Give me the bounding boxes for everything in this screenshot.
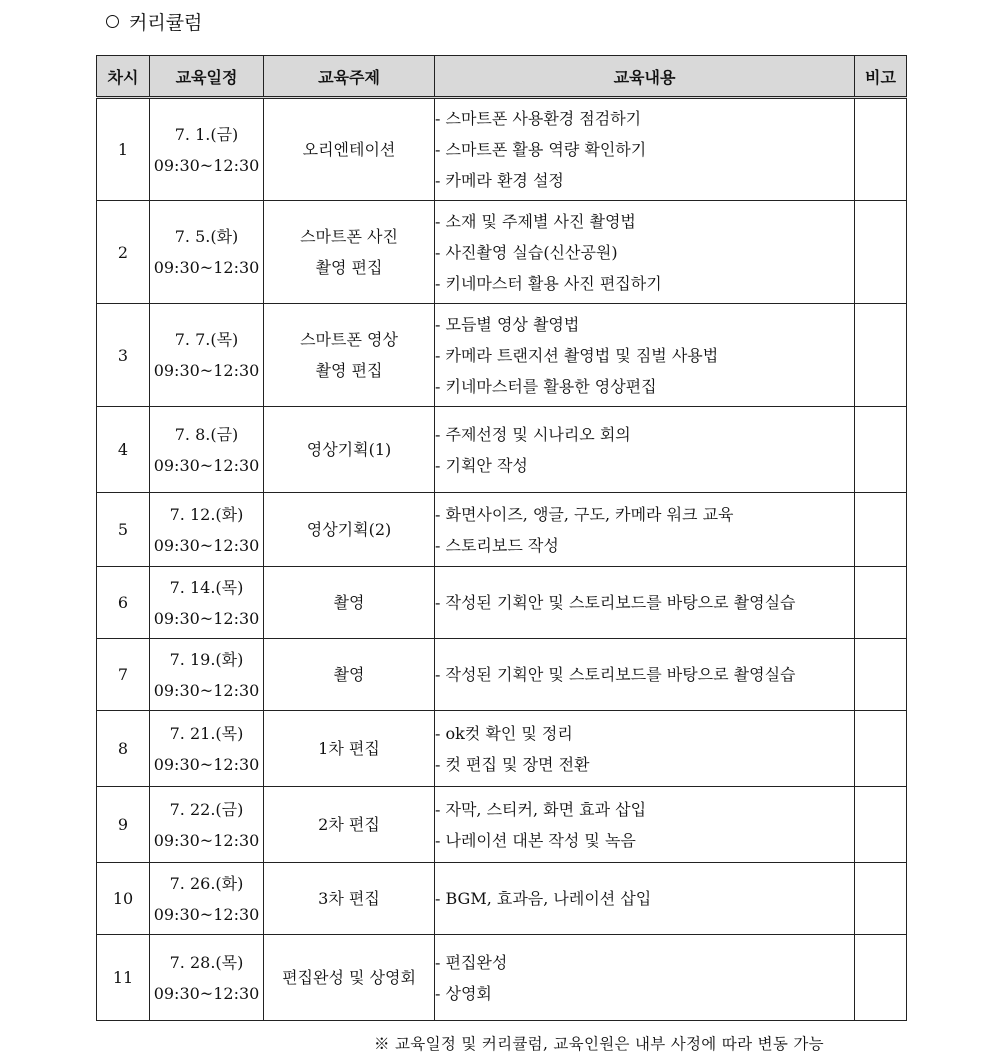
note-cell <box>855 935 907 1021</box>
session-number: 9 <box>97 787 150 863</box>
schedule-time: 09:30~12:30 <box>153 680 260 700</box>
content-cell <box>435 407 855 493</box>
schedule-time: 09:30~12:30 <box>153 904 260 924</box>
content-cell <box>435 787 855 863</box>
topic-cell <box>264 935 435 1021</box>
schedule-date: 7. 12.(화) <box>169 504 244 524</box>
schedule-time: 09:30~12:30 <box>153 155 260 175</box>
table-row <box>97 935 907 1021</box>
schedule-cell <box>150 493 264 567</box>
content-item: - 상영회 <box>435 983 492 1003</box>
session-number: 5 <box>97 493 150 567</box>
schedule-time: 09:30~12:30 <box>153 535 260 555</box>
session-number: 3 <box>97 304 150 407</box>
content-item: - 사진촬영 실습(신산공원) <box>435 242 618 262</box>
header-session: 차시 <box>97 56 150 98</box>
content-item: - 스마트폰 사용환경 점검하기 <box>435 109 642 128</box>
content-cell <box>435 304 855 407</box>
session-number: 2 <box>97 201 150 304</box>
schedule-date: 7. 21.(목) <box>169 723 244 743</box>
content-cell <box>435 493 855 567</box>
content-item: - 키네마스터를 활용한 영상편집 <box>435 376 657 396</box>
content-item: - 편집완성 <box>435 952 508 972</box>
topic-cell <box>264 567 435 639</box>
schedule-date: 7. 8.(금) <box>174 424 239 444</box>
topic-cell <box>264 711 435 787</box>
topic-line: 영상기획(1) <box>306 440 392 459</box>
note-cell <box>855 304 907 407</box>
content-cell <box>435 567 855 639</box>
table-row <box>97 863 907 935</box>
table-row <box>97 493 907 567</box>
content-item: - 스마트폰 활용 역량 확인하기 <box>435 140 647 159</box>
topic-line: 촬영 <box>333 665 365 684</box>
session-number: 11 <box>97 935 150 1021</box>
table-row <box>97 407 907 493</box>
table-row <box>97 639 907 711</box>
session-number: 10 <box>97 863 150 935</box>
session-number: 4 <box>97 407 150 493</box>
topic-line: 편집완성 및 상영회 <box>282 968 416 987</box>
topic-cell <box>264 493 435 567</box>
session-number: 8 <box>97 711 150 787</box>
note-cell <box>855 567 907 639</box>
table-row <box>97 304 907 407</box>
topic-line: 스마트폰 사진 <box>300 227 398 246</box>
content-cell <box>435 863 855 935</box>
footnote: ※ 교육일정 및 커리큘럼, 교육인원은 내부 사정에 따라 변동 가능 <box>374 1035 824 1053</box>
header-schedule: 교육일정 <box>150 56 264 98</box>
content-item: - 모듬별 영상 촬영법 <box>435 314 580 334</box>
schedule-date: 7. 22.(금) <box>169 799 244 819</box>
topic-line: 1차 편집 <box>318 739 380 758</box>
topic-line: 촬영 편집 <box>315 258 383 277</box>
schedule-time: 09:30~12:30 <box>153 830 260 850</box>
header-row <box>97 56 907 98</box>
topic-cell <box>264 863 435 935</box>
schedule-time: 09:30~12:30 <box>153 608 260 628</box>
schedule-cell <box>150 787 264 863</box>
content-item: - ok컷 확인 및 정리 <box>435 723 573 743</box>
note-cell <box>855 863 907 935</box>
content-cell <box>435 201 855 304</box>
schedule-date: 7. 14.(목) <box>169 577 244 597</box>
content-cell <box>435 711 855 787</box>
session-number: 1 <box>97 98 150 201</box>
schedule-time: 09:30~12:30 <box>153 455 260 475</box>
content-item: - 카메라 환경 설정 <box>435 171 564 190</box>
table-row <box>97 201 907 304</box>
content-item: - 화면사이즈, 앵글, 구도, 카메라 워크 교육 <box>435 504 734 524</box>
topic-cell <box>264 201 435 304</box>
header-content: 교육내용 <box>435 56 855 98</box>
content-item: - 작성된 기획안 및 스토리보드를 바탕으로 촬영실습 <box>435 665 796 684</box>
schedule-cell <box>150 639 264 711</box>
note-cell <box>855 201 907 304</box>
schedule-cell <box>150 711 264 787</box>
note-cell <box>855 493 907 567</box>
topic-cell <box>264 98 435 201</box>
note-cell <box>855 98 907 201</box>
topic-line: 2차 편집 <box>318 815 380 834</box>
topic-cell <box>264 639 435 711</box>
content-item: - 키네마스터 활용 사진 편집하기 <box>435 273 662 293</box>
section-title: 커리큘럼 <box>129 11 203 34</box>
schedule-date: 7. 26.(화) <box>169 873 244 893</box>
hollow-circle-icon <box>106 15 119 28</box>
schedule-date: 7. 5.(화) <box>174 227 239 246</box>
schedule-cell <box>150 863 264 935</box>
note-cell <box>855 711 907 787</box>
header-note: 비고 <box>855 56 907 98</box>
schedule-cell <box>150 407 264 493</box>
topic-line: 촬영 <box>333 593 365 612</box>
schedule-time: 09:30~12:30 <box>153 754 260 774</box>
content-item: - 자막, 스티커, 화면 효과 삽입 <box>435 799 647 819</box>
topic-line: 촬영 편집 <box>315 361 383 380</box>
topic-line: 영상기획(2) <box>306 520 392 539</box>
content-item: - 기획안 작성 <box>435 455 528 475</box>
topic-cell <box>264 407 435 493</box>
schedule-cell <box>150 304 264 407</box>
schedule-date: 7. 1.(금) <box>174 124 239 144</box>
schedule-date: 7. 28.(목) <box>169 952 244 972</box>
note-cell <box>855 787 907 863</box>
session-number: 6 <box>97 567 150 639</box>
schedule-cell <box>150 935 264 1021</box>
header-topic: 교육주제 <box>264 56 435 98</box>
schedule-time: 09:30~12:30 <box>153 983 260 1003</box>
content-item: - BGM, 효과음, 나레이션 삽입 <box>435 889 652 908</box>
content-item: - 스토리보드 작성 <box>435 535 559 555</box>
table-row <box>97 567 907 639</box>
curriculum-table <box>96 55 907 1021</box>
schedule-cell <box>150 201 264 304</box>
note-cell <box>855 407 907 493</box>
content-item: - 소재 및 주제별 사진 촬영법 <box>435 211 636 231</box>
table-row <box>97 711 907 787</box>
schedule-date: 7. 7.(목) <box>174 330 239 349</box>
table-row <box>97 98 907 201</box>
content-item: - 카메라 트랜지션 촬영법 및 짐벌 사용법 <box>435 345 719 365</box>
schedule-time: 09:30~12:30 <box>153 258 260 277</box>
schedule-cell <box>150 98 264 201</box>
table-row <box>97 787 907 863</box>
content-item: - 컷 편집 및 장면 전환 <box>435 754 590 774</box>
schedule-date: 7. 19.(화) <box>169 649 244 669</box>
note-cell <box>855 639 907 711</box>
content-item: - 나레이션 대본 작성 및 녹음 <box>435 830 636 850</box>
content-cell <box>435 98 855 201</box>
session-number: 7 <box>97 639 150 711</box>
topic-line: 스마트폰 영상 <box>300 330 398 349</box>
schedule-cell <box>150 567 264 639</box>
content-item: - 작성된 기획안 및 스토리보드를 바탕으로 촬영실습 <box>435 593 796 612</box>
content-cell <box>435 935 855 1021</box>
schedule-time: 09:30~12:30 <box>153 361 260 380</box>
topic-line: 3차 편집 <box>318 889 380 908</box>
topic-cell <box>264 304 435 407</box>
section-heading <box>106 6 202 36</box>
content-item: - 주제선정 및 시나리오 회의 <box>435 424 631 444</box>
content-cell <box>435 639 855 711</box>
topic-line: 오리엔테이션 <box>302 140 396 159</box>
topic-cell <box>264 787 435 863</box>
